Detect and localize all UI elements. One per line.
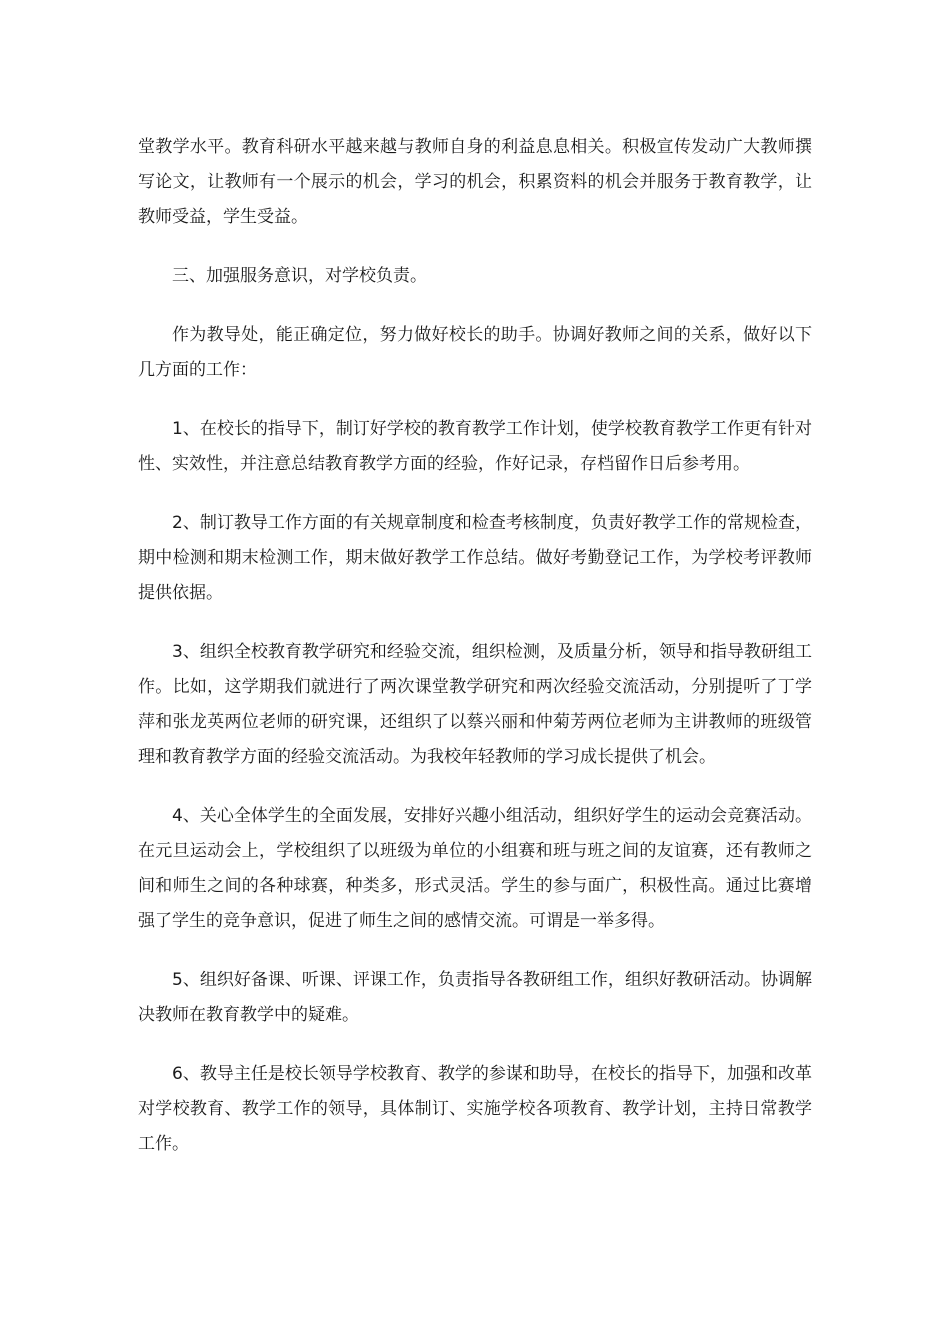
document-body (138, 130, 812, 1186)
paragraph-continuation: 堂教学水平。教育科研水平越来越与教师自身的利益息息相关。积极宣传发动广大教师撰写论文，让教师有一个展示的机会，学习的机会，积累资料的机会并服务于教育教学，让教师受益，学生受益。 (138, 137, 812, 227)
paragraph-item-3: 3、组织全校教育教学研究和经验交流，组织检测，及质量分析，领导和指导教研组工作。比如，这学期我们就进行了两次课堂教学研究和两次经验交流活动，分别提听了丁学萍和张龙英两位老师的研究课，还组织了以蔡兴丽和仲菊芳两位老师为主讲教师的班级管理和教育教学方面的经验交流活动。为我校年轻教师的学习成长提供了机会。 (138, 642, 812, 767)
paragraph-item-5: 5、组织好备课、听课、评课工作，负责指导各教研组工作，组织好教研活动。协调解决教师在教育教学中的疑难。 (138, 970, 812, 1025)
paragraph-intro: 作为教导处，能正确定位，努力做好校长的助手。协调好教师之间的关系，做好以下几方面的工作： (138, 325, 812, 380)
section-heading: 三、加强服务意识，对学校负责。 (172, 266, 427, 286)
paragraph-item-6: 6、教导主任是校长领导学校教育、教学的参谋和助导，在校长的指导下，加强和改革对学校教育、教学工作的领导，具体制订、实施学校各项教育、教学计划，主持日常教学工作。 (138, 1064, 812, 1154)
paragraph-item-4: 4、关心全体学生的全面发展，安排好兴趣小组活动，组织好学生的运动会竞赛活动。在元旦运动会上，学校组织了以班级为单位的小组赛和班与班之间的友谊赛，还有教师之间和师生之间的各种球赛，种类多，形式灵活。学生的参与面广，积极性高。通过比赛增强了学生的竞争意识，促进了师生之间的感情交流。可谓是一举多得。 (138, 806, 812, 931)
paragraph-item-1: 1、在校长的指导下，制订好学校的教育教学工作计划，使学校教育教学工作更有针对性、实效性，并注意总结教育教学方面的经验，作好记录，存档留作日后参考用。 (138, 419, 812, 474)
paragraph-item-2: 2、制订教导工作方面的有关规章制度和检查考核制度，负责好教学工作的常规检查，期中检测和期末检测工作，期末做好教学工作总结。做好考勤登记工作，为学校考评教师提供依据。 (138, 513, 812, 603)
